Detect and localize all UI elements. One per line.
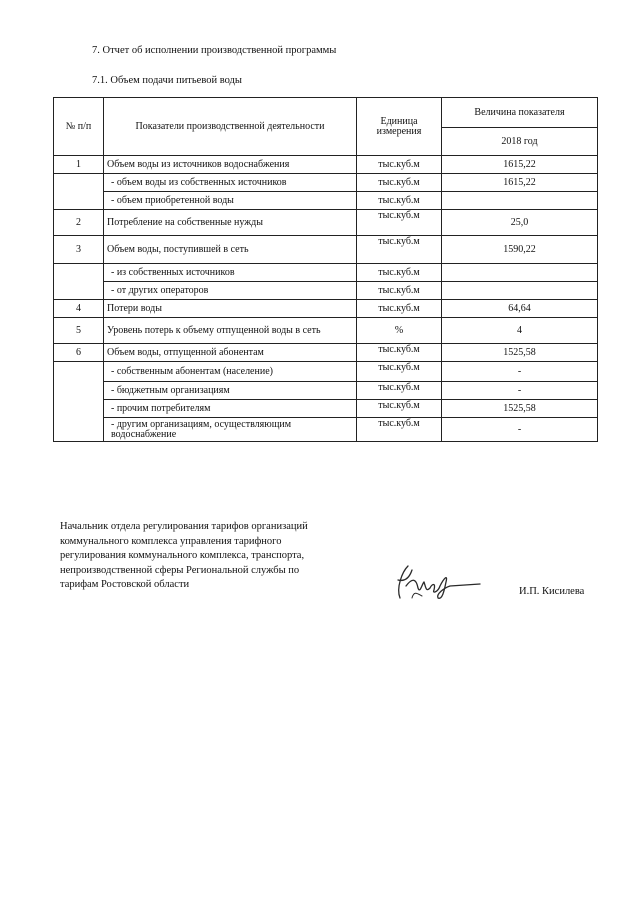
unit-cell: тыс.куб.м: [357, 210, 442, 236]
row-number: 4: [54, 300, 104, 318]
unit-cell: тыс.куб.м: [357, 282, 442, 300]
table-row: [54, 192, 598, 210]
indicator-name: - от других операторов: [104, 282, 357, 300]
report-table: [53, 97, 598, 442]
handwritten-signature: [392, 558, 484, 606]
header-value-group: Величина показателя: [442, 98, 598, 128]
value-cell: -: [442, 382, 598, 400]
row-number: 2: [54, 210, 104, 236]
indicator-name: Объем воды, поступившей в сеть: [104, 236, 357, 264]
indicator-name: - бюджетным организациям: [104, 382, 357, 400]
signature-line: Начальник отдела регулирования тарифов организаций: [60, 521, 308, 532]
unit-cell: %: [357, 318, 442, 344]
table-row: [54, 300, 598, 318]
table-row: [54, 174, 598, 192]
unit-cell: тыс.куб.м: [357, 236, 442, 264]
table-row: [54, 210, 598, 236]
header-year: 2018 год: [442, 128, 598, 156]
unit-cell: тыс.куб.м: [357, 156, 442, 174]
row-number: [54, 174, 104, 210]
table-row: [54, 418, 598, 442]
value-cell: [442, 264, 598, 282]
table-row: [54, 264, 598, 282]
indicator-name: - собственным абонентам (население): [104, 362, 357, 382]
table-row: [54, 156, 598, 174]
value-cell: 1525,58: [442, 344, 598, 362]
unit-cell: тыс.куб.м: [357, 192, 442, 210]
table-body: [54, 156, 598, 442]
value-cell: 1615,22: [442, 174, 598, 192]
table-row: [54, 318, 598, 344]
table-row: [54, 344, 598, 362]
unit-cell: тыс.куб.м: [357, 344, 442, 362]
signature-line: тарифам Ростовской области: [60, 579, 190, 590]
table-row: [54, 382, 598, 400]
unit-cell: тыс.куб.м: [357, 400, 442, 418]
value-cell: 64,64: [442, 300, 598, 318]
signature-line: коммунального комплекса управления тарифного: [60, 535, 282, 547]
value-cell: -: [442, 362, 598, 382]
header-num: № п/п: [54, 98, 104, 156]
value-cell: 1590,22: [442, 236, 598, 264]
indicator-name: - объем воды из собственных источников: [104, 174, 357, 192]
unit-cell: тыс.куб.м: [357, 300, 442, 318]
row-number: 3: [54, 236, 104, 264]
unit-cell: тыс.куб.м: [357, 174, 442, 192]
header-indicator: Показатели производственной деятельности: [104, 98, 357, 156]
table-row: [54, 236, 598, 264]
row-number: 1: [54, 156, 104, 174]
header-unit: Единица измерения: [357, 98, 442, 156]
value-cell: [442, 192, 598, 210]
unit-cell: тыс.куб.м: [357, 362, 442, 382]
unit-cell: тыс.куб.м: [357, 264, 442, 282]
unit-cell: тыс.куб.м: [357, 382, 442, 400]
table-row: [54, 282, 598, 300]
indicator-name: Уровень потерь к объему отпущенной воды в сеть: [104, 318, 357, 344]
value-cell: [442, 282, 598, 300]
row-number: 5: [54, 318, 104, 344]
indicator-name: Потребление на собственные нужды: [104, 210, 357, 236]
table-row: [54, 362, 598, 382]
value-cell: 4: [442, 318, 598, 344]
subsection-title: 7.1. Объем подачи питьевой воды: [92, 75, 242, 86]
indicator-name: - другим организациям, осуществляющим водоснабжение: [104, 418, 357, 442]
signature-line: регулирования коммунального комплекса, транспорта,: [60, 550, 305, 561]
value-cell: -: [442, 418, 598, 442]
signature-block: [60, 520, 350, 593]
signature-line: непроизводственной сферы Региональной службы по: [60, 564, 300, 576]
section-title: 7. Отчет об исполнении производственной программы: [92, 45, 337, 56]
value-cell: 1615,22: [442, 156, 598, 174]
signer-name: И.П. Кисилева: [519, 586, 585, 597]
indicator-name: Потери воды: [104, 300, 357, 318]
indicator-name: Объем воды, отпущенной абонентам: [104, 344, 357, 362]
row-number: [54, 362, 104, 442]
unit-cell: тыс.куб.м: [357, 418, 442, 442]
indicator-name: - объем приобретенной воды: [104, 192, 357, 210]
value-cell: 1525,58: [442, 400, 598, 418]
table-row: [54, 400, 598, 418]
indicator-name: - из собственных источников: [104, 264, 357, 282]
value-cell: 25,0: [442, 210, 598, 236]
row-number: 6: [54, 344, 104, 362]
indicator-name: - прочим потребителям: [104, 400, 357, 418]
indicator-name: Объем воды из источников водоснабжения: [104, 156, 357, 174]
row-number: [54, 264, 104, 300]
